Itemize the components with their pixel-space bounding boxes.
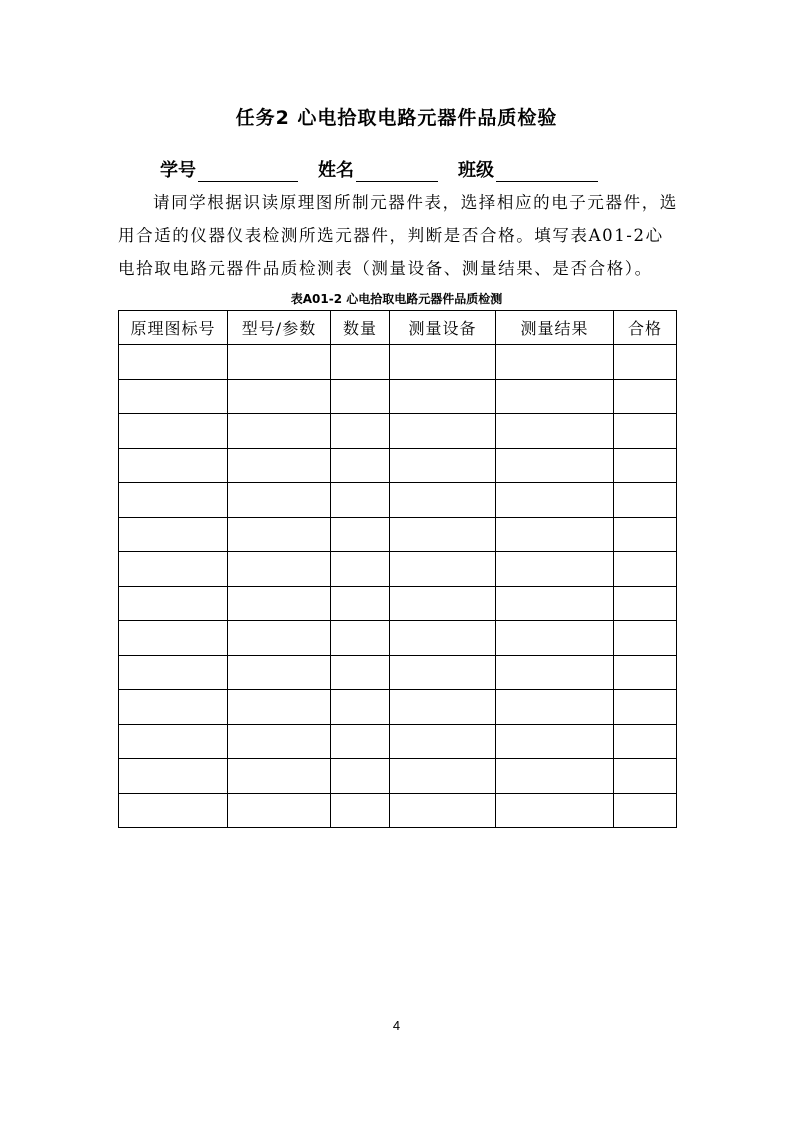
cell-qualified[interactable] xyxy=(614,690,677,725)
cell-qualified[interactable] xyxy=(614,724,677,759)
table-row xyxy=(119,379,677,414)
cell-qualified[interactable] xyxy=(614,793,677,828)
cell-measuring-equipment[interactable] xyxy=(390,483,496,518)
cell-model-param[interactable] xyxy=(228,379,331,414)
cell-schematic-ref[interactable] xyxy=(119,379,228,414)
page-number: 4 xyxy=(392,1018,401,1033)
cell-quantity[interactable] xyxy=(331,655,390,690)
table-row xyxy=(119,655,677,690)
cell-model-param[interactable] xyxy=(228,517,331,552)
cell-measuring-equipment[interactable] xyxy=(390,379,496,414)
student-id-blank[interactable] xyxy=(198,161,298,182)
cell-measuring-equipment[interactable] xyxy=(390,414,496,449)
cell-measurement-result[interactable] xyxy=(496,448,614,483)
cell-quantity[interactable] xyxy=(331,552,390,587)
table-body xyxy=(119,345,677,828)
table-row xyxy=(119,483,677,518)
cell-model-param[interactable] xyxy=(228,690,331,725)
table-row xyxy=(119,621,677,656)
class-field xyxy=(458,156,598,182)
cell-model-param[interactable] xyxy=(228,621,331,656)
cell-model-param[interactable] xyxy=(228,552,331,587)
cell-schematic-ref[interactable] xyxy=(119,655,228,690)
cell-measurement-result[interactable] xyxy=(496,793,614,828)
cell-measuring-equipment[interactable] xyxy=(390,724,496,759)
cell-quantity[interactable] xyxy=(331,690,390,725)
cell-measuring-equipment[interactable] xyxy=(390,793,496,828)
cell-measuring-equipment[interactable] xyxy=(390,552,496,587)
header-quantity: 数量 xyxy=(331,311,390,345)
name-field xyxy=(318,156,438,182)
cell-schematic-ref[interactable] xyxy=(119,586,228,621)
cell-measuring-equipment[interactable] xyxy=(390,621,496,656)
cell-schematic-ref[interactable] xyxy=(119,690,228,725)
table-row xyxy=(119,414,677,449)
cell-model-param[interactable] xyxy=(228,345,331,380)
cell-quantity[interactable] xyxy=(331,345,390,380)
table-row xyxy=(119,345,677,380)
cell-qualified[interactable] xyxy=(614,345,677,380)
cell-measurement-result[interactable] xyxy=(496,379,614,414)
cell-qualified[interactable] xyxy=(614,759,677,794)
cell-measurement-result[interactable] xyxy=(496,690,614,725)
cell-qualified[interactable] xyxy=(614,448,677,483)
cell-model-param[interactable] xyxy=(228,759,331,794)
header-model-param: 型号/参数 xyxy=(228,311,331,345)
cell-quantity[interactable] xyxy=(331,517,390,552)
cell-quantity[interactable] xyxy=(331,586,390,621)
cell-model-param[interactable] xyxy=(228,655,331,690)
cell-schematic-ref[interactable] xyxy=(119,345,228,380)
cell-model-param[interactable] xyxy=(228,483,331,518)
cell-model-param[interactable] xyxy=(228,414,331,449)
cell-measurement-result[interactable] xyxy=(496,483,614,518)
cell-measuring-equipment[interactable] xyxy=(390,655,496,690)
cell-measurement-result[interactable] xyxy=(496,345,614,380)
student-id-label: 学号 xyxy=(160,160,196,181)
table-row xyxy=(119,793,677,828)
cell-model-param[interactable] xyxy=(228,448,331,483)
name-blank[interactable] xyxy=(356,161,438,182)
cell-qualified[interactable] xyxy=(614,552,677,587)
cell-schematic-ref[interactable] xyxy=(119,552,228,587)
class-blank[interactable] xyxy=(496,161,598,182)
table-row xyxy=(119,552,677,587)
header-measuring-equipment: 测量设备 xyxy=(390,311,496,345)
cell-schematic-ref[interactable] xyxy=(119,621,228,656)
cell-measurement-result[interactable] xyxy=(496,759,614,794)
student-id-field xyxy=(160,156,298,182)
cell-qualified[interactable] xyxy=(614,517,677,552)
table-row xyxy=(119,724,677,759)
cell-schematic-ref[interactable] xyxy=(119,793,228,828)
cell-quantity[interactable] xyxy=(331,793,390,828)
table-header-row xyxy=(119,311,677,345)
cell-qualified[interactable] xyxy=(614,414,677,449)
cell-qualified[interactable] xyxy=(614,655,677,690)
header-measurement-result: 测量结果 xyxy=(496,311,614,345)
cell-measurement-result[interactable] xyxy=(496,517,614,552)
cell-schematic-ref[interactable] xyxy=(119,414,228,449)
cell-measuring-equipment[interactable] xyxy=(390,448,496,483)
table-row xyxy=(119,690,677,725)
cell-measuring-equipment[interactable] xyxy=(390,517,496,552)
cell-measuring-equipment[interactable] xyxy=(390,690,496,725)
cell-quantity[interactable] xyxy=(331,724,390,759)
cell-quantity[interactable] xyxy=(331,621,390,656)
header-qualified: 合格 xyxy=(614,311,677,345)
table-row xyxy=(119,448,677,483)
cell-schematic-ref[interactable] xyxy=(119,759,228,794)
cell-measurement-result[interactable] xyxy=(496,724,614,759)
cell-measurement-result[interactable] xyxy=(496,552,614,587)
cell-qualified[interactable] xyxy=(614,379,677,414)
cell-schematic-ref[interactable] xyxy=(119,448,228,483)
class-label: 班级 xyxy=(458,160,494,181)
cell-model-param[interactable] xyxy=(228,586,331,621)
cell-quantity[interactable] xyxy=(331,483,390,518)
table-row xyxy=(119,586,677,621)
cell-schematic-ref[interactable] xyxy=(119,724,228,759)
header-schematic-ref: 原理图标号 xyxy=(119,311,228,345)
table-caption: 表A01-2 心电拾取电路元器件品质检测 xyxy=(290,292,503,306)
cell-qualified[interactable] xyxy=(614,483,677,518)
cell-model-param[interactable] xyxy=(228,793,331,828)
student-info-fields xyxy=(160,156,640,182)
cell-measuring-equipment[interactable] xyxy=(390,586,496,621)
cell-quantity[interactable] xyxy=(331,379,390,414)
cell-schematic-ref[interactable] xyxy=(119,483,228,518)
cell-quantity[interactable] xyxy=(331,448,390,483)
page-title: 任务2 心电拾取电路元器件品质检验 xyxy=(235,107,558,129)
cell-measuring-equipment[interactable] xyxy=(390,759,496,794)
table-row xyxy=(119,517,677,552)
cell-schematic-ref[interactable] xyxy=(119,517,228,552)
cell-measurement-result[interactable] xyxy=(496,414,614,449)
cell-measurement-result[interactable] xyxy=(496,621,614,656)
cell-measuring-equipment[interactable] xyxy=(390,345,496,380)
cell-measurement-result[interactable] xyxy=(496,655,614,690)
name-label: 姓名 xyxy=(318,160,354,181)
cell-measurement-result[interactable] xyxy=(496,586,614,621)
quality-inspection-table xyxy=(118,310,677,828)
table-row xyxy=(119,759,677,794)
instructions-paragraph: 请同学根据识读原理图所制元器件表，选择相应的电子元器件，选用合适的仪器仪表检测所选元器件，判断是否合格。填写表A01-2心电拾取电路元器件品质检测表（测量设备、测量结果、是否合格）。 xyxy=(118,193,678,278)
cell-quantity[interactable] xyxy=(331,414,390,449)
cell-qualified[interactable] xyxy=(614,586,677,621)
cell-qualified[interactable] xyxy=(614,621,677,656)
cell-model-param[interactable] xyxy=(228,724,331,759)
cell-quantity[interactable] xyxy=(331,759,390,794)
